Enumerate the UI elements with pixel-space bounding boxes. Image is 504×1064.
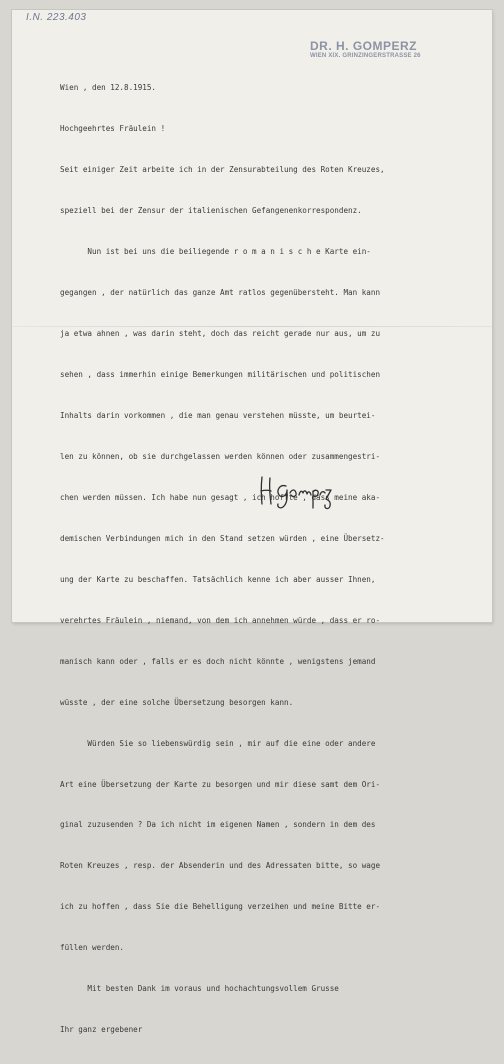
stamp-address: WIEN XIX. GRINZINGERSTRASSE 26 bbox=[310, 53, 421, 59]
body-line: Art eine Übersetzung der Karte zu besorgen und mir diese samt dem Ori- bbox=[60, 779, 381, 789]
body-line: füllen werden. bbox=[60, 943, 125, 953]
body-line: Roten Kreuzes , resp. der Absenderin und des Adressaten bitte, so wage bbox=[60, 861, 381, 871]
body-line: gegangen , der natürlich das ganze Amt ratlos gegenübersteht. Man kann bbox=[60, 288, 381, 298]
letter-sheet bbox=[12, 10, 492, 1035]
body-line: demischen Verbindungen mich in den Stand setzen würden , eine Übersetz- bbox=[60, 533, 385, 543]
body-line: wüsste , der eine solche Übersetzung besorgen kann. bbox=[60, 697, 294, 707]
letter-body bbox=[60, 54, 460, 1064]
closing-line: Ihr ganz ergebener bbox=[60, 1025, 143, 1035]
body-line: speziell bei der Zensur der italienischen Gefangenenkorrespondenz. bbox=[60, 206, 362, 216]
body-line: Würden Sie so liebenswürdig sein , mir auf die eine oder andere bbox=[60, 738, 376, 748]
inventory-number: I.N. 223.403 bbox=[26, 12, 87, 23]
body-line: Nun ist bei uns die beiliegende r o m a n i s c h e Karte ein- bbox=[60, 247, 371, 257]
body-line: verehrtes Fräulein , niemand, von dem ich annehmen würde , dass er ro- bbox=[60, 615, 381, 625]
body-line: ja etwa ahnen , was darin steht, doch das reicht gerade nur aus, um zu bbox=[60, 329, 381, 339]
body-line: chen werden müssen. Ich habe nun gesagt , ich hoffte , dass meine aka- bbox=[60, 492, 381, 502]
closing-line: Mit besten Dank im voraus und hochachtungsvollem Grusse bbox=[60, 984, 339, 994]
body-line: Inhalts darin vorkommen , die man genau verstehen müsste, um beurtei- bbox=[60, 410, 376, 420]
stamp-name: DR. H. GOMPERZ bbox=[310, 39, 418, 53]
body-line: ung der Karte zu beschaffen. Tatsächlich kenne ich aber ausser Ihnen, bbox=[60, 574, 376, 584]
handwritten-signature bbox=[256, 472, 336, 516]
body-line: Seit einiger Zeit arbeite ich in der Zensurabteilung des Roten Kreuzes, bbox=[60, 165, 385, 175]
body-line: manisch kann oder , falls er es doch nicht könnte , wenigstens jemand bbox=[60, 656, 376, 666]
salutation: Hochgeehrtes Fräulein ! bbox=[60, 124, 166, 134]
body-line: len zu können, ob sie durchgelassen werden können oder zusammengestri- bbox=[60, 451, 381, 461]
body-line: ginal zuzusenden ? Da ich nicht im eigenen Namen , sondern in dem des bbox=[60, 820, 376, 830]
date-line: Wien , den 12.8.1915. bbox=[60, 83, 157, 93]
body-line: ich zu hoffen , dass Sie die Behelligung verzeihen und meine Bitte er- bbox=[60, 902, 381, 912]
signature-icon bbox=[256, 472, 336, 512]
body-line: sehen , dass immerhin einige Bemerkungen militärischen und politischen bbox=[60, 369, 381, 379]
